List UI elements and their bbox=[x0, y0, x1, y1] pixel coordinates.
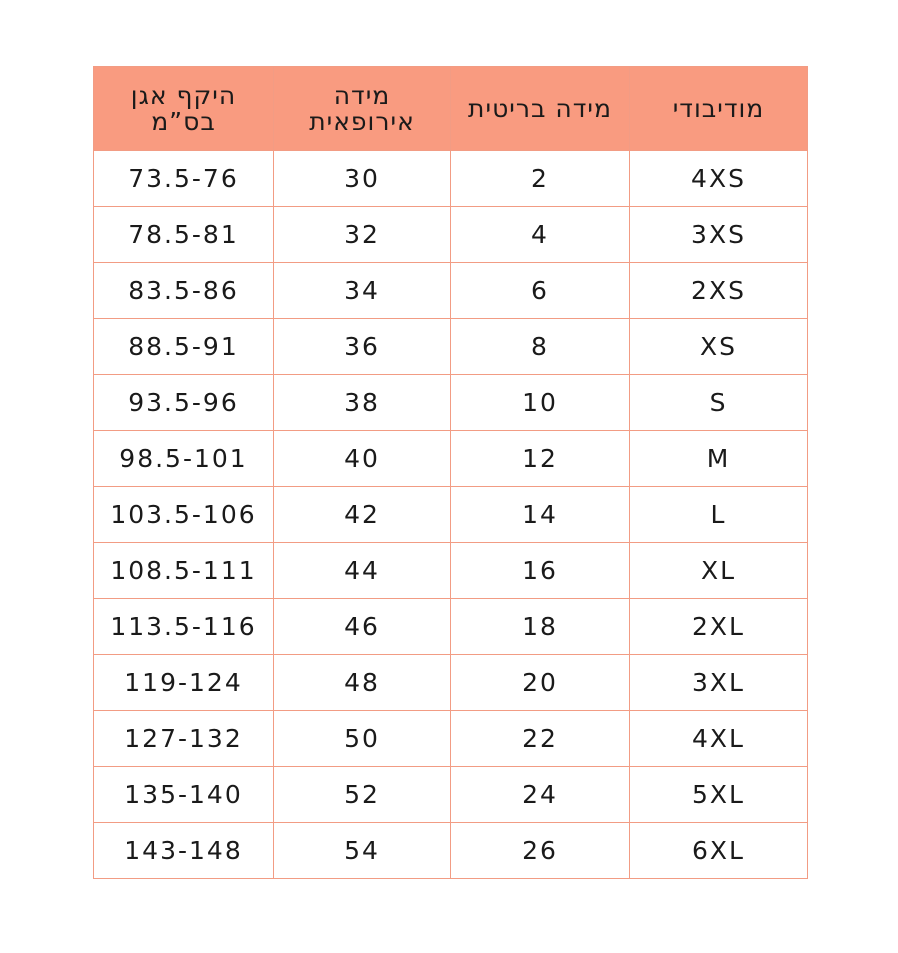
modibodi-size-cell: M bbox=[630, 431, 808, 487]
header-modibodi-size bbox=[630, 67, 808, 151]
european-size-cell: 40 bbox=[274, 431, 451, 487]
modibodi-size-cell: 6XL bbox=[630, 823, 808, 879]
table-row bbox=[94, 487, 808, 543]
european-size-cell: 46 bbox=[274, 599, 451, 655]
table-row bbox=[94, 655, 808, 711]
modibodi-size-cell: L bbox=[630, 487, 808, 543]
modibodi-size-cell: 2XS bbox=[630, 263, 808, 319]
british-size-cell: 8 bbox=[451, 319, 630, 375]
modibodi-size-cell: 3XS bbox=[630, 207, 808, 263]
british-size-cell: 4 bbox=[451, 207, 630, 263]
hip-circumference-cell: 83.5-86 bbox=[94, 263, 274, 319]
british-size-cell: 18 bbox=[451, 599, 630, 655]
header-row bbox=[94, 67, 808, 151]
header-line: בס”מ bbox=[151, 106, 216, 136]
table-row bbox=[94, 823, 808, 879]
header-line: מודיבודי bbox=[672, 93, 765, 123]
table-row bbox=[94, 431, 808, 487]
british-size-cell: 22 bbox=[451, 711, 630, 767]
table-row bbox=[94, 263, 808, 319]
british-size-cell: 10 bbox=[451, 375, 630, 431]
header-line: מידה בריטית bbox=[468, 93, 612, 123]
european-size-cell: 32 bbox=[274, 207, 451, 263]
hip-circumference-cell: 93.5-96 bbox=[94, 375, 274, 431]
british-size-cell: 2 bbox=[451, 151, 630, 207]
european-size-cell: 38 bbox=[274, 375, 451, 431]
modibodi-size-cell: 2XL bbox=[630, 599, 808, 655]
modibodi-size-cell: 4XL bbox=[630, 711, 808, 767]
header-european-size bbox=[274, 67, 451, 151]
british-size-cell: 14 bbox=[451, 487, 630, 543]
hip-circumference-cell: 119-124 bbox=[94, 655, 274, 711]
british-size-cell: 26 bbox=[451, 823, 630, 879]
table-row bbox=[94, 319, 808, 375]
british-size-cell: 12 bbox=[451, 431, 630, 487]
hip-circumference-cell: 73.5-76 bbox=[94, 151, 274, 207]
table-row bbox=[94, 207, 808, 263]
european-size-cell: 50 bbox=[274, 711, 451, 767]
hip-circumference-cell: 135-140 bbox=[94, 767, 274, 823]
size-chart-table bbox=[93, 66, 808, 879]
modibodi-size-cell: XL bbox=[630, 543, 808, 599]
modibodi-size-cell: S bbox=[630, 375, 808, 431]
hip-circumference-cell: 127-132 bbox=[94, 711, 274, 767]
header-line: מידה bbox=[333, 80, 391, 110]
modibodi-size-cell: 3XL bbox=[630, 655, 808, 711]
hip-circumference-cell: 78.5-81 bbox=[94, 207, 274, 263]
european-size-cell: 52 bbox=[274, 767, 451, 823]
hip-circumference-cell: 108.5-111 bbox=[94, 543, 274, 599]
european-size-cell: 48 bbox=[274, 655, 451, 711]
european-size-cell: 30 bbox=[274, 151, 451, 207]
header-line: אירופאית bbox=[309, 106, 415, 136]
table-row bbox=[94, 543, 808, 599]
british-size-cell: 20 bbox=[451, 655, 630, 711]
hip-circumference-cell: 143-148 bbox=[94, 823, 274, 879]
european-size-cell: 54 bbox=[274, 823, 451, 879]
hip-circumference-cell: 113.5-116 bbox=[94, 599, 274, 655]
table-row bbox=[94, 767, 808, 823]
european-size-cell: 42 bbox=[274, 487, 451, 543]
header-british-size bbox=[451, 67, 630, 151]
table-row bbox=[94, 375, 808, 431]
table-row bbox=[94, 151, 808, 207]
european-size-cell: 44 bbox=[274, 543, 451, 599]
modibodi-size-cell: 4XS bbox=[630, 151, 808, 207]
british-size-cell: 16 bbox=[451, 543, 630, 599]
european-size-cell: 36 bbox=[274, 319, 451, 375]
british-size-cell: 24 bbox=[451, 767, 630, 823]
hip-circumference-cell: 88.5-91 bbox=[94, 319, 274, 375]
header-hip-circumference bbox=[94, 67, 274, 151]
table-row bbox=[94, 711, 808, 767]
hip-circumference-cell: 103.5-106 bbox=[94, 487, 274, 543]
modibodi-size-cell: XS bbox=[630, 319, 808, 375]
table-row bbox=[94, 599, 808, 655]
header-line: היקף אגן bbox=[130, 80, 237, 110]
modibodi-size-cell: 5XL bbox=[630, 767, 808, 823]
british-size-cell: 6 bbox=[451, 263, 630, 319]
hip-circumference-cell: 98.5-101 bbox=[94, 431, 274, 487]
european-size-cell: 34 bbox=[274, 263, 451, 319]
